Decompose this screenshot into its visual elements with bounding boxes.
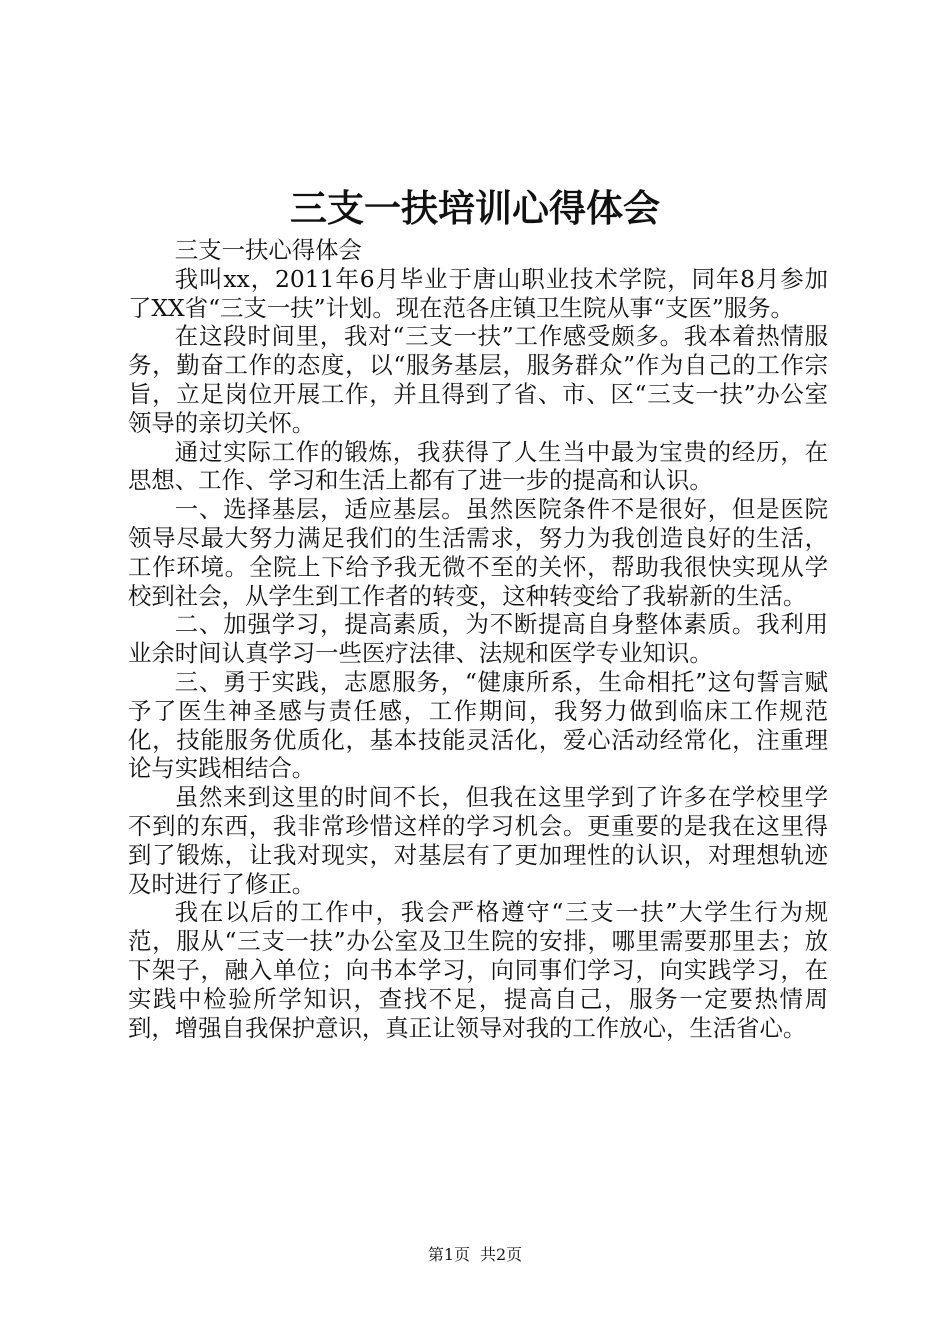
paragraph-point-two: 二、加强学习，提高素质，为不断提高自身整体素质。我利用业余时间认真学习一些医疗法律、法规和医学专业知识。 [128, 610, 828, 668]
document-title: 三支一扶培训心得体会 [290, 186, 660, 230]
paragraph-feelings: 在这段时间里，我对“三支一扶”工作感受颇多。我本着热情服务，勤奋工作的态度，以“服务基层，服务群众”作为自己的工作宗旨，立足岗位开展工作，并且得到了省、市、区“三支一扶”办公室领导的亲切关怀。 [128, 322, 828, 437]
paragraph-point-one: 一、选择基层，适应基层。虽然医院条件不是很好，但是医院领导尽最大努力满足我们的生活需求，努力为我创造良好的生活，工作环境。全院上下给予我无微不至的关怀，帮助我很快实现从学校到社会，从学生到工作者的转变，这种转变给了我崭新的生活。 [128, 495, 828, 610]
paragraph-point-three: 三、勇于实践，志愿服务，“健康所系，生命相托”这句誓言赋予了医生神圣感与责任感，工作期间，我努力做到临床工作规范化，技能服务优质化，基本技能灵活化，爱心活动经常化，注重理论与实践相结合。 [128, 667, 828, 783]
paragraph-commitment: 我在以后的工作中，我会严格遵守“三支一扶”大学生行为规范，服从“三支一扶”办公室及卫生院的安排，哪里需要那里去；放下架子，融入单位；向书本学习，向同事们学习，向实践学习，在实践中检验所学知识，查找不足，提高自己，服务一定要热情周到，增强自我保护意识，真正让领导对我的工作放心，生活省心。 [128, 898, 828, 1042]
paragraph-reflection: 虽然来到这里的时间不长，但我在这里学到了许多在学校里学不到的东西，我非常珍惜这样的学习机会。更重要的是我在这里得到了锻炼，让我对现实，对基层有了更加理性的认识，对理想轨迹及时进行了修正。 [128, 783, 828, 898]
paragraph-subtitle: 三支一扶心得体会 [174, 236, 362, 264]
page-number-total: 共2页 [480, 1245, 523, 1264]
paragraph-experience: 通过实际工作的锻炼，我获得了人生当中最为宝贵的经历，在思想、工作、学习和生活上都有了进一步的提高和认识。 [128, 437, 828, 495]
page-number-current: 第1页 [427, 1245, 470, 1264]
document-body [128, 236, 828, 1042]
paragraph-intro: 我叫xx，2011年6月毕业于唐山职业技术学院，同年8月参加了XX省“三支一扶”计划。现在范各庄镇卫生院从事“支医”服务。 [128, 264, 828, 322]
page-footer [0, 1244, 950, 1266]
